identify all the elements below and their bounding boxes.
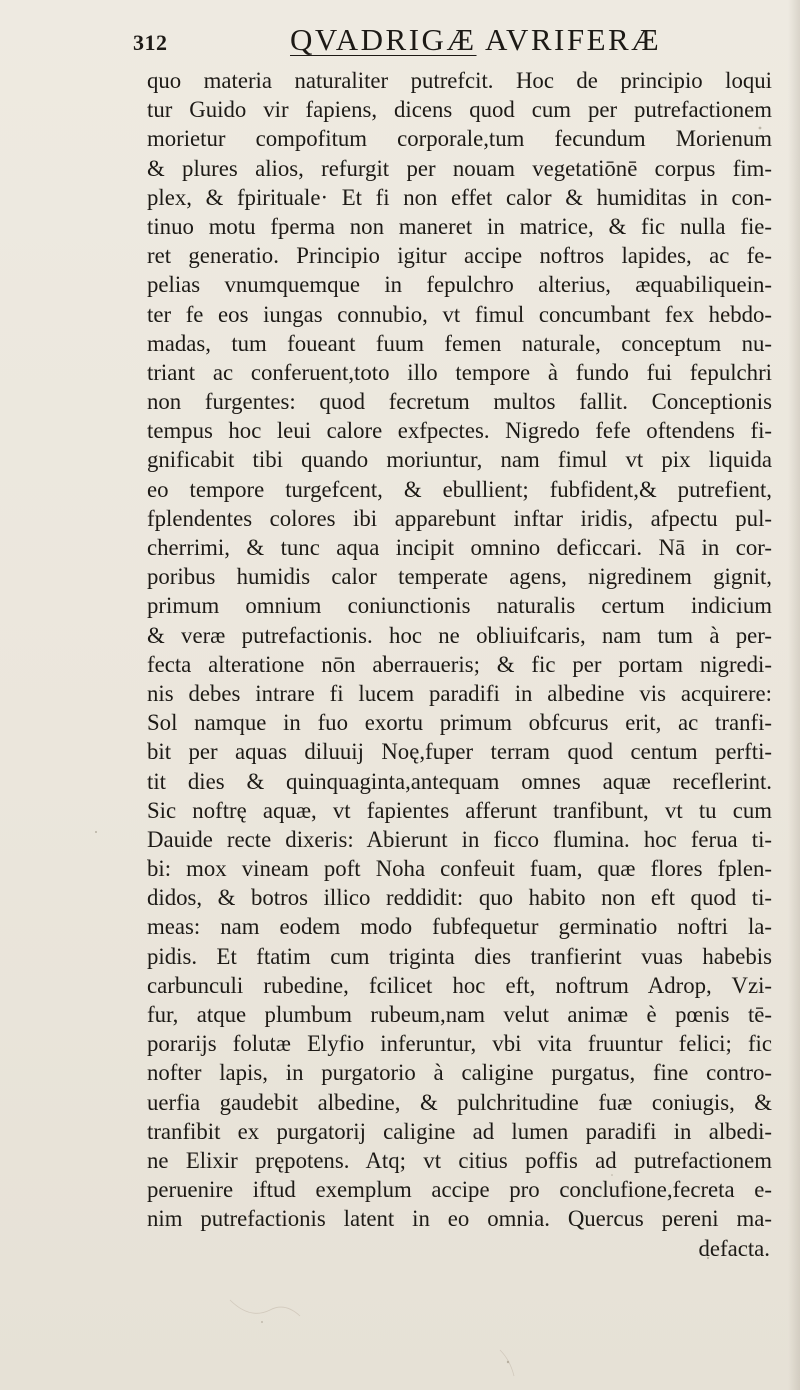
text-line: nis debes intrare fi lucem paradifi in albedine vis acquirere: — [147, 680, 772, 706]
text-line: peruenire iftud exemplum accipe pro conclufione,fecreta e- — [147, 1177, 772, 1203]
text-line: eo tempore turgefcent, & ebullient; fubfident,& putrefient, — [147, 476, 772, 502]
text-line: quo materia naturaliter putrefcit. Hoc de principio loqui — [147, 68, 772, 93]
text-line: bi: mox vineam poft Noha confeuit fuam, quæ flores fplen- — [147, 856, 772, 882]
text-line: uerfia gaudebit albedine, & pulchritudine fuæ coniugis, & — [147, 1089, 772, 1115]
text-line: Sic noftrę aquæ, vt fapientes afferunt tranfibunt, vt tu cum — [147, 797, 772, 823]
text-line: madas, tum foueant fuum femen naturale, conceptum nu- — [147, 330, 772, 356]
text-line: cherrimi, & tunc aqua incipit omnino deficcari. Nā in cor- — [147, 535, 772, 560]
text-line: plex, & fpirituale· Et fi non effet calor & humiditas in con- — [147, 184, 772, 210]
text-line: tur Guido vir fapiens, dicens quod cum per putrefactionem — [147, 97, 772, 123]
text-line: ret generatio. Principio igitur accipe noftros lapides, ac fe- — [147, 243, 772, 269]
text-line: triant ac conferuent,toto illo tempore à fundo fui fepulchri — [147, 359, 772, 385]
text-line: Dauide recte dixeris: Abierunt in ficco flumina. hoc ferua ti- — [147, 826, 772, 852]
text-line: porarijs folutæ Elyfio inferuntur, vbi vita fruuntur felici; fic — [147, 1031, 772, 1057]
text-line: fplendentes colores ibi apparebunt inftar iridis, afpectu pul- — [147, 505, 772, 531]
text-line: nim putrefactionis latent in eo omnia. Quercus pereni ma- — [147, 1206, 772, 1232]
text-line: bit per aquas diluuij Noę,fuper terram quod centum perfti- — [147, 739, 772, 765]
text-line: & plures alios, refurgit per nouam vegetatiōnē corpus fim- — [147, 155, 772, 181]
text-line: tempus hoc leui calore exfpectes. Nigredo fefe oftendens fi- — [147, 418, 772, 444]
text-line: non furgentes: quod fecretum multos fallit. Conceptionis — [147, 389, 772, 415]
text-line: pelias vnumquemque in fepulchro alterius, æquabiliquein- — [147, 272, 772, 298]
text-line: morietur compofitum corporale,tum fecundum Morienum — [147, 126, 772, 152]
text-line: didos, & botros illico reddidit: quo habito non eft quod ti- — [147, 885, 772, 911]
text-line: poribus humidis calor temperate agens, nigredinem gignit, — [147, 564, 772, 590]
text-line: ter fe eos iungas connubio, vt fimul concumbant fex hebdo- — [147, 301, 772, 327]
text-line: primum omnium coniunctionis naturalis certum indicium — [147, 593, 772, 619]
text-line: meas: nam eodem modo fubfequetur germinatio noftri la- — [147, 914, 772, 940]
text-line: pidis. Et ftatim cum triginta dies tranfierint vuas habebis — [147, 943, 772, 969]
text-line: fecta alteratione nōn aberraueris; & fic per portam nigredi- — [147, 651, 772, 677]
text-line: tranfibit ex purgatorij caligine ad lumen paradifi in albedi- — [147, 1118, 772, 1144]
text-line: Sol namque in fuo exortu primum obfcurus erit, ac tranfi- — [147, 710, 772, 736]
text-line: & veræ putrefactionis. hoc ne obliuifcaris, nam tum à per- — [147, 622, 772, 648]
text-line: tinuo motu fperma non maneret in matrice, & fic nulla fie- — [147, 213, 772, 239]
text-line: tit dies & quinquaginta,antequam omnes aquæ receflerint. — [147, 768, 772, 794]
running-head — [290, 22, 661, 58]
text-line: nofter lapis, in purgatorio à caligine purgatus, fine contro- — [147, 1060, 772, 1086]
text-line: gnificabit tibi quando moriuntur, nam fimul vt pix liquida — [147, 447, 772, 473]
text-line: ne Elixir prępotens. Atq; vt citius poffis ad putrefactionem — [147, 1147, 772, 1173]
running-head-auriferae: AVRIFERÆ — [476, 22, 662, 57]
running-head-quadrigae: QVADRIGÆ — [290, 22, 477, 57]
body-text — [147, 66, 772, 1263]
text-line: fur, atque plumbum rubeum,nam velut animæ è pœnis tē- — [147, 1002, 772, 1027]
text-line: carbunculi rubedine, fcilicet hoc eft, noftrum Adrop, Vzi- — [147, 972, 772, 998]
catchword: defacta. — [698, 1235, 770, 1261]
page-number: 312 — [133, 30, 168, 55]
